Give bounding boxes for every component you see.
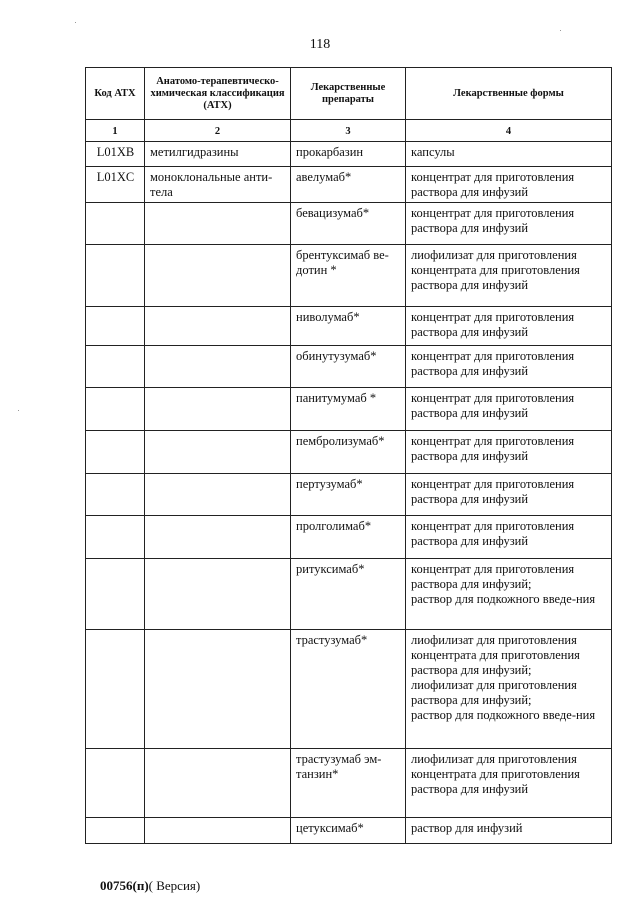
table-row	[86, 559, 612, 630]
cell-drug: трастузумаб эм-танзин*	[291, 749, 406, 818]
cell-forms: лиофилизат для приготовления концентрата для приготовления раствора для инфузий	[406, 245, 612, 307]
page-number: 118	[309, 37, 331, 52]
cell-classification	[145, 431, 291, 474]
cell-code	[86, 431, 145, 474]
header-code: Код АТХ	[86, 68, 145, 120]
header-drugs: Лекарственные препараты	[291, 68, 406, 120]
cell-classification	[145, 307, 291, 346]
cell-drug: ритуксимаб*	[291, 559, 406, 630]
cell-classification	[145, 559, 291, 630]
table-row	[86, 167, 612, 203]
cell-drug: бевацизумаб*	[291, 203, 406, 245]
cell-drug: пертузумаб*	[291, 474, 406, 516]
cell-code	[86, 388, 145, 431]
cell-classification	[145, 630, 291, 749]
table-row	[86, 245, 612, 307]
document-version: ( Версия)	[148, 878, 201, 893]
cell-classification: метилгидразины	[145, 142, 291, 167]
document-code: 00756(п)	[100, 878, 149, 893]
cell-forms: лиофилизат для приготовления концентрата для приготовления раствора для инфузий	[406, 749, 612, 818]
header-forms: Лекарственные формы	[406, 68, 612, 120]
table-row	[86, 203, 612, 245]
table-body	[86, 142, 612, 844]
table-row	[86, 346, 612, 388]
cell-forms: концентрат для приготовления раствора для инфузий	[406, 388, 612, 431]
table-row	[86, 474, 612, 516]
cell-classification	[145, 388, 291, 431]
cell-drug: брентуксимаб ве-дотин *	[291, 245, 406, 307]
cell-drug: авелумаб*	[291, 167, 406, 203]
table-row	[86, 142, 612, 167]
cell-drug: ниволумаб*	[291, 307, 406, 346]
cell-code	[86, 474, 145, 516]
table-row	[86, 516, 612, 559]
cell-forms: концентрат для приготовления раствора для инфузий	[406, 307, 612, 346]
cell-drug: прокарбазин	[291, 142, 406, 167]
cell-forms: концентрат для приготовления раствора для инфузий	[406, 431, 612, 474]
cell-code	[86, 203, 145, 245]
cell-drug: пембролизумаб*	[291, 431, 406, 474]
table-row	[86, 307, 612, 346]
cell-forms: концентрат для приготовления раствора для инфузий	[406, 474, 612, 516]
cell-forms: раствор для инфузий	[406, 818, 612, 844]
cell-forms: лиофилизат для приготовления концентрата для приготовления раствора для инфузий; лиофилизат для приготовления раствора для инфузий; раствор для подкожного введе-ния	[406, 630, 612, 749]
cell-code	[86, 818, 145, 844]
cell-classification	[145, 203, 291, 245]
table-row	[86, 388, 612, 431]
column-number: 4	[406, 120, 612, 142]
cell-drug: трастузумаб*	[291, 630, 406, 749]
cell-forms: концентрат для приготовления раствора для инфузий	[406, 203, 612, 245]
scan-speck	[75, 22, 76, 23]
header-row	[86, 68, 612, 120]
cell-drug: обинутузумаб*	[291, 346, 406, 388]
scan-speck	[560, 30, 561, 31]
cell-code	[86, 307, 145, 346]
cell-forms: концентрат для приготовления раствора для инфузий	[406, 516, 612, 559]
table-row	[86, 818, 612, 844]
cell-drug: панитумумаб *	[291, 388, 406, 431]
cell-code	[86, 516, 145, 559]
column-number-row	[86, 120, 612, 142]
column-number: 3	[291, 120, 406, 142]
table-row	[86, 431, 612, 474]
header-classification: Анатомо-терапевтическо-химическая классификация (АТХ)	[145, 68, 291, 120]
cell-code	[86, 559, 145, 630]
cell-forms: концентрат для приготовления раствора для инфузий	[406, 167, 612, 203]
cell-drug: цетуксимаб*	[291, 818, 406, 844]
column-number: 1	[86, 120, 145, 142]
cell-code: L01XB	[86, 142, 145, 167]
cell-code: L01XC	[86, 167, 145, 203]
table-row	[86, 749, 612, 818]
drug-table	[85, 67, 612, 844]
column-number: 2	[145, 120, 291, 142]
cell-classification	[145, 749, 291, 818]
cell-classification	[145, 818, 291, 844]
cell-code	[86, 346, 145, 388]
cell-classification: моноклональные анти-тела	[145, 167, 291, 203]
cell-code	[86, 630, 145, 749]
cell-code	[86, 749, 145, 818]
cell-forms: концентрат для приготовления раствора для инфузий; раствор для подкожного введе-ния	[406, 559, 612, 630]
scan-speck	[18, 410, 19, 411]
cell-classification	[145, 516, 291, 559]
cell-classification	[145, 346, 291, 388]
cell-forms: концентрат для приготовления раствора для инфузий	[406, 346, 612, 388]
cell-classification	[145, 474, 291, 516]
cell-forms: капсулы	[406, 142, 612, 167]
cell-drug: пролголимаб*	[291, 516, 406, 559]
cell-classification	[145, 245, 291, 307]
footer	[100, 878, 200, 894]
cell-code	[86, 245, 145, 307]
table-row	[86, 630, 612, 749]
